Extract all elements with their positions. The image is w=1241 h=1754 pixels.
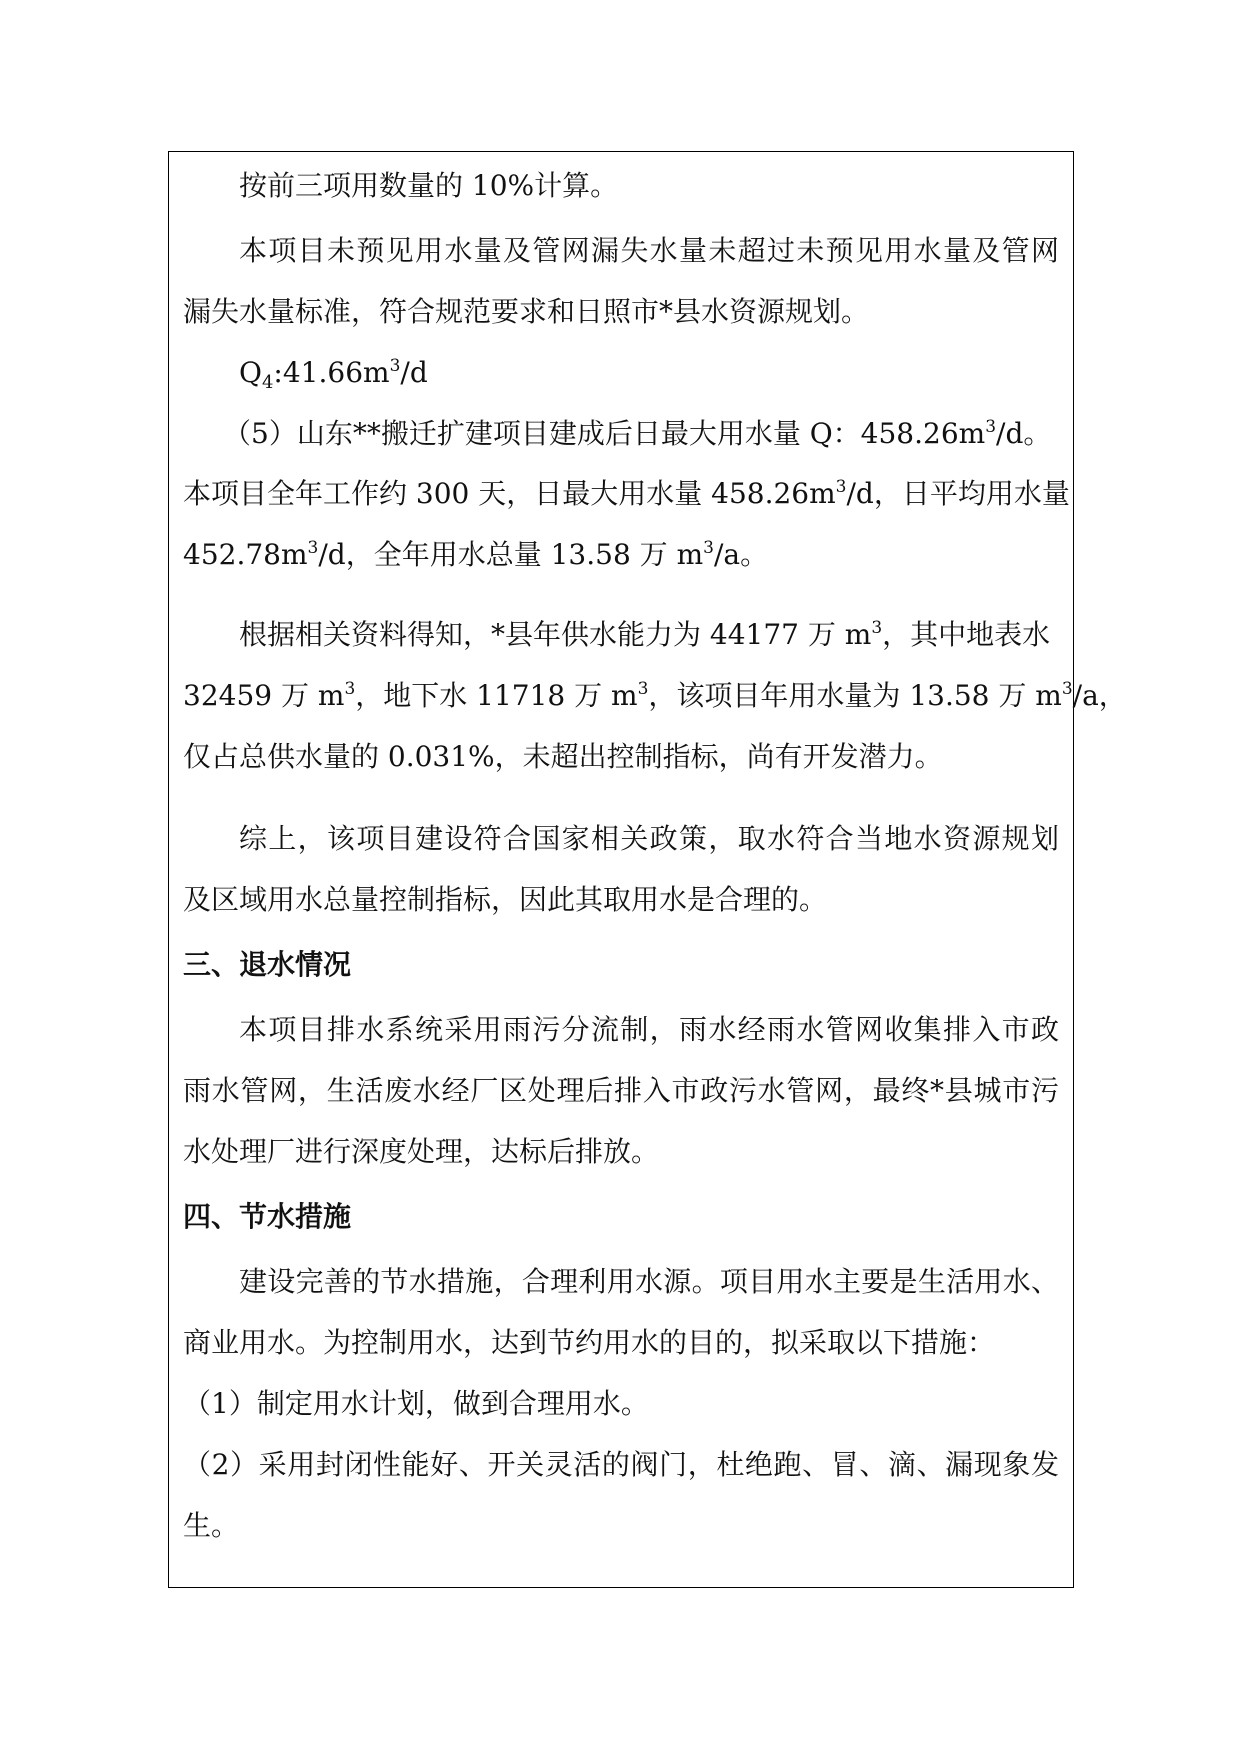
text-line: 商业用水。为控制用水，达到节约用水的目的，拟采取以下措施：: [183, 1326, 996, 1359]
text-line: 仅占总供水量的 0.031%，未超出控制指标，尚有开发潜力。: [183, 740, 943, 773]
text-line: 漏失水量标准，符合规范要求和日照市*县水资源规划。: [183, 295, 870, 328]
table-cell-frame: [168, 151, 1127, 1588]
text-line: （5）山东**搬迁扩建项目建成后日最大用水量 Q：$458.26m^3/d$。: [223, 417, 1052, 450]
text-line: 水处理厂进行深度处理，达标后排放。: [183, 1135, 660, 1168]
text-line: 建设完善的节水措施，合理利用水源。项目用水主要是生活用水、: [239, 1265, 1059, 1298]
formula-line: $Q_4:41.66m^3/d$: [239, 356, 428, 393]
text-line: 32459 万 $m^3$，地下水 11718 万 $m^3$，该项目年用水量为 13.58 万 $m^3/a$，: [183, 679, 1127, 712]
text-line: 综上，该项目建设符合国家相关政策，取水符合当地水资源规划: [239, 822, 1059, 855]
text-line: 生。: [183, 1509, 240, 1542]
text-line: 雨水管网，生活废水经厂区处理后排入市政污水管网，最终*县城市污: [183, 1074, 1059, 1107]
section-heading: 四、节水措施: [183, 1200, 352, 1233]
text-line: 本项目未预见用水量及管网漏失水量未超过未预见用水量及管网: [239, 234, 1059, 267]
text-line: 本项目全年工作约 300 天，日最大用水量 $458.26m^3/d$，日平均用水量: [183, 477, 1070, 510]
text-line: $452.78m^3/d$，全年用水总量 13.58 万 $m^3/a$。: [183, 538, 769, 571]
text-line: 根据相关资料得知，*县年供水能力为 44177 万 $m^3$，其中地表水: [239, 618, 1051, 651]
list-item: （2）采用封闭性能好、开关灵活的阀门，杜绝跑、冒、滴、漏现象发: [183, 1448, 1059, 1481]
text-line: 及区域用水总量控制指标，因此其取用水是合理的。: [183, 883, 828, 916]
section-heading: 三、退水情况: [183, 948, 352, 981]
list-item: （1）制定用水计划，做到合理用水。: [183, 1387, 649, 1420]
text-line: 本项目排水系统采用雨污分流制，雨水经雨水管网收集排入市政: [239, 1013, 1059, 1046]
text-line: 按前三项用数量的 10%计算。: [239, 169, 619, 202]
